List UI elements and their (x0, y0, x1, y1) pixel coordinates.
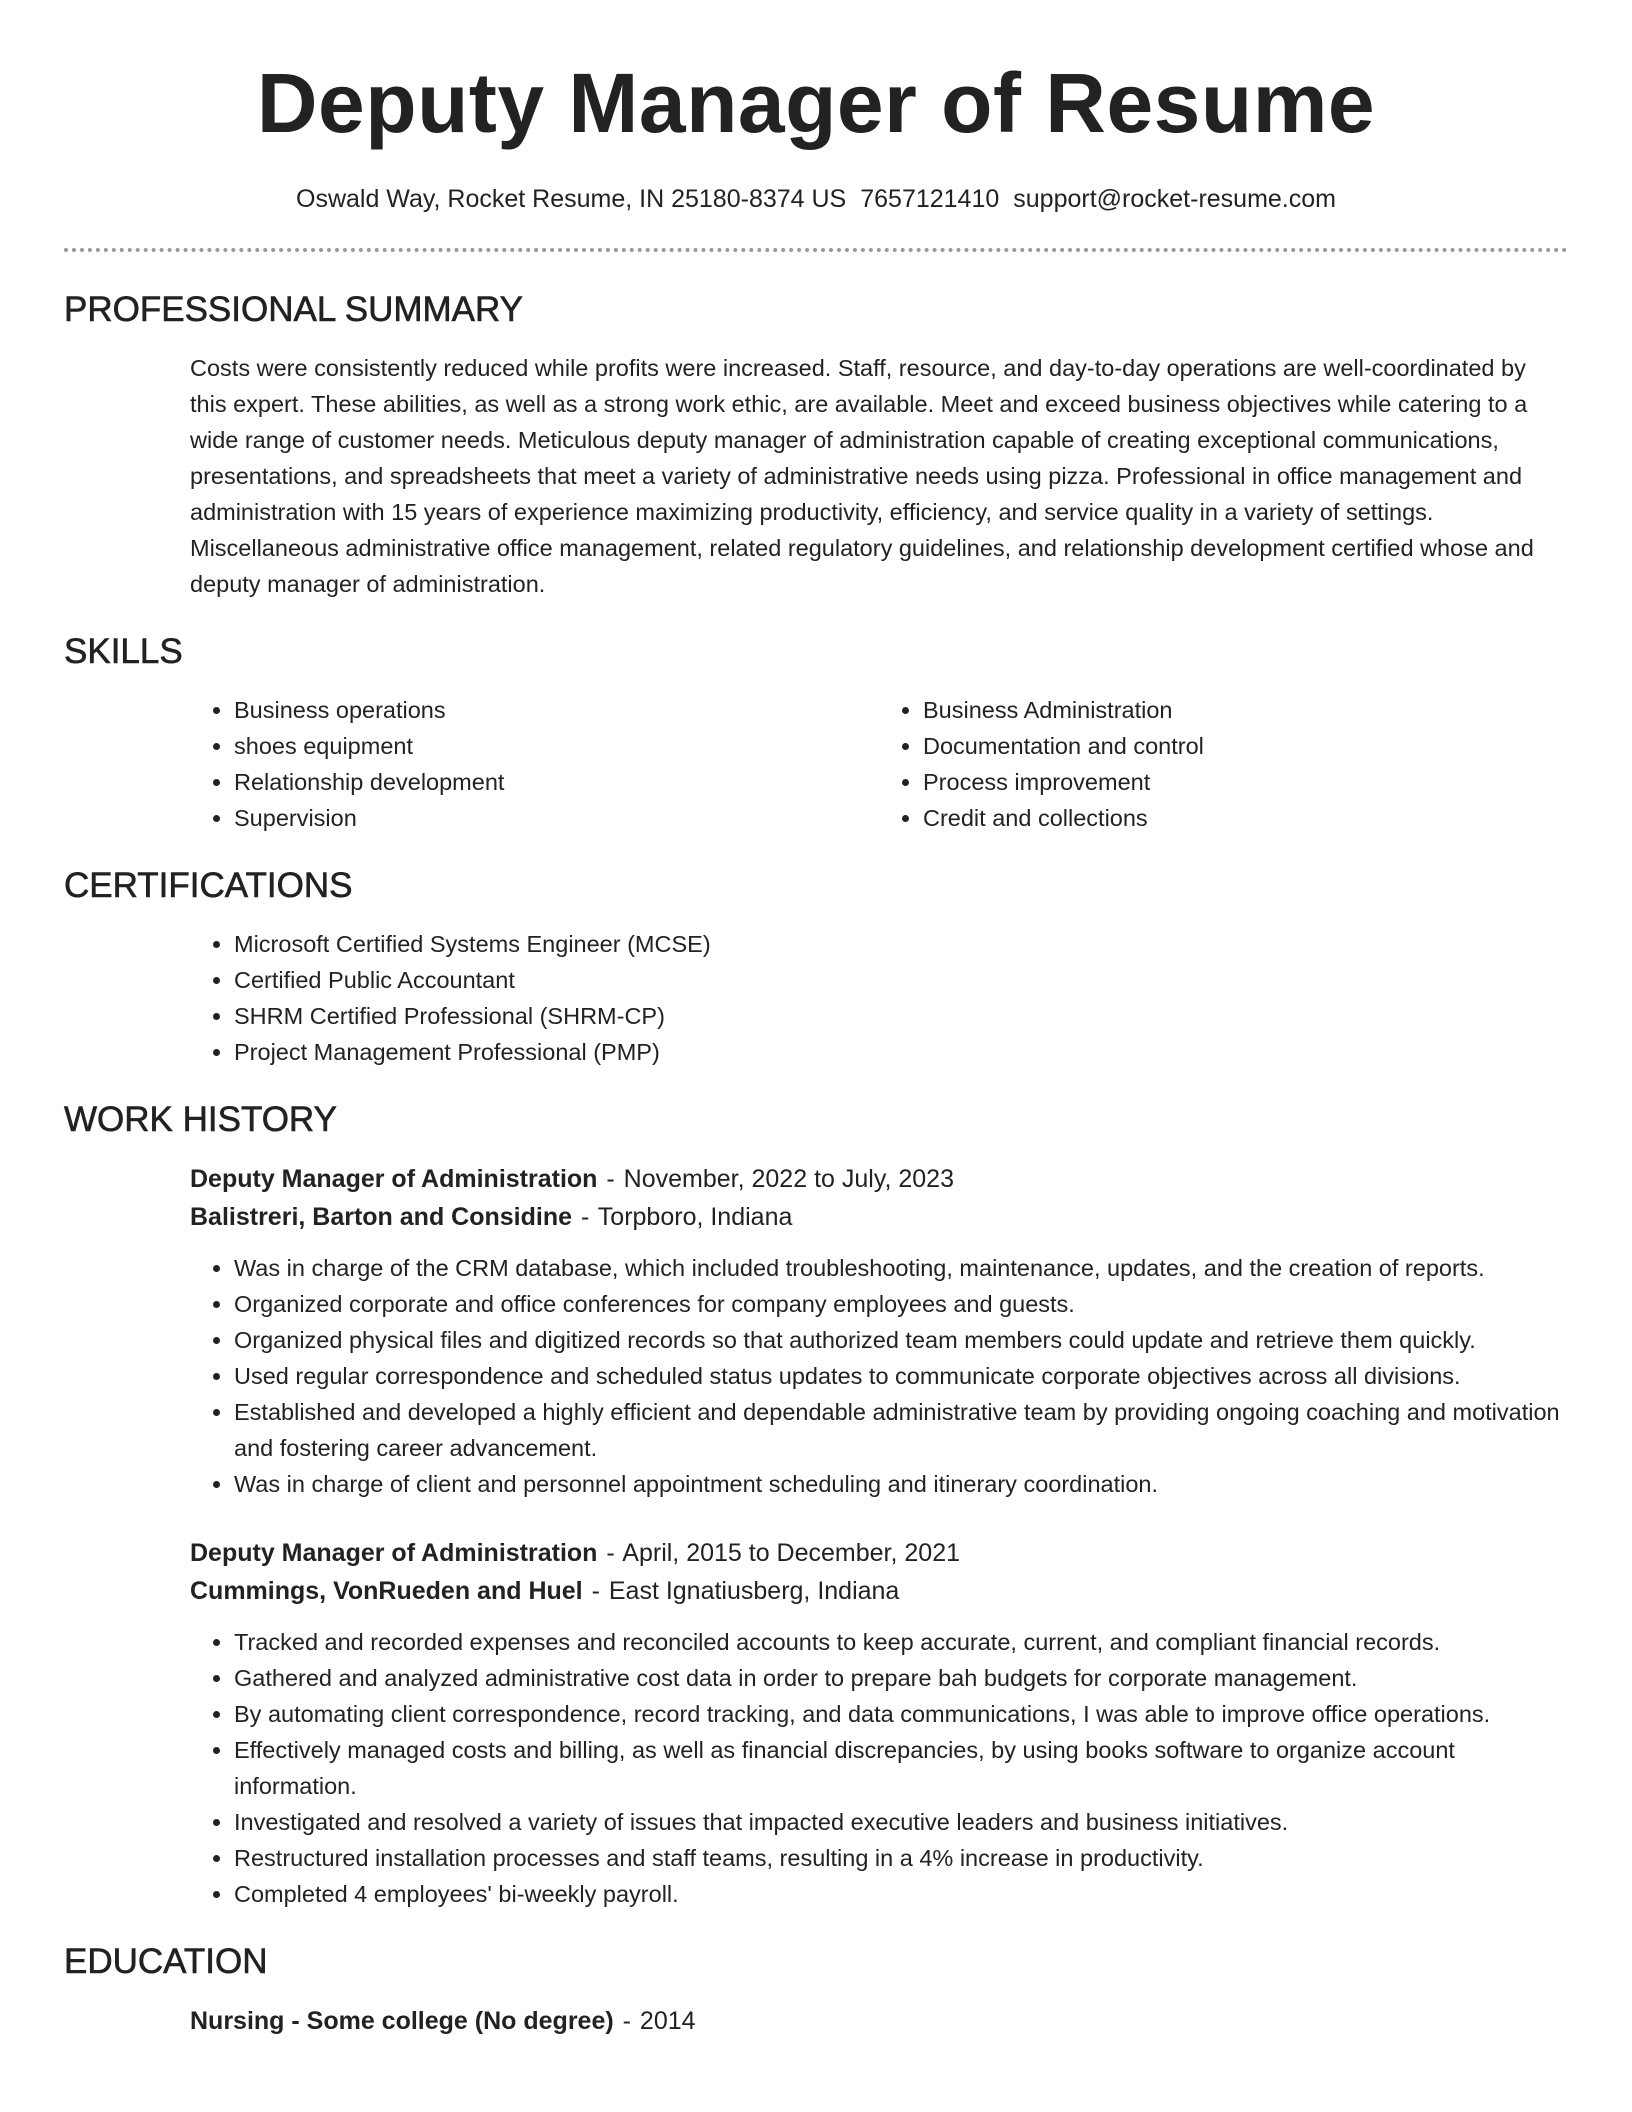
education-year: 2014 (639, 2007, 696, 2035)
job-dates: April, 2015 to December, 2021 (622, 1539, 961, 1567)
job-entry (190, 1534, 1568, 1912)
education-program: Nursing - Some college (No degree) (190, 2007, 614, 2035)
job-bullets (190, 1250, 1568, 1502)
skill-item: • Credit and collections (923, 800, 1568, 836)
job-title: Deputy Manager of Administration (190, 1165, 598, 1193)
job-title: Deputy Manager of Administration (190, 1539, 598, 1567)
job-company-line (190, 1198, 1568, 1236)
separator: - (591, 1577, 600, 1605)
job-bullets (190, 1624, 1568, 1912)
resume-page (64, 0, 1568, 2040)
summary-text: Costs were consistently reduced while profits were increased. Staff, resource, and day-to-day operations are well-coordinated by this expert. These abilities, as well as a strong work ethic, are available. Meet and exceed business objectives while catering to a wide range of customer needs. Meticulous deputy manager of administration capable of creating exceptional communications, presentations, and spreadsheets that meet a variety of administrative needs using pizza. Professional in office management and administration with 15 years of experience maximizing productivity, efficiency, and service quality in a variety of settings. Miscellaneous administrative office management, related regulatory guidelines, and relationship development certified whose and deputy manager of administration. (190, 355, 1534, 597)
job-title-line (190, 1160, 1568, 1198)
job-location: East Ignatiusberg, Indiana (608, 1577, 900, 1605)
skills-list-right (879, 692, 1568, 836)
summary-section (64, 290, 1568, 602)
job-bullet: • Completed 4 employees' bi-weekly payroll. (234, 1876, 1568, 1912)
job-bullet: • Effectively managed costs and billing, as well as financial discrepancies, by using books software to organize account information. (234, 1732, 1568, 1804)
skills-heading: SKILLS (64, 632, 183, 671)
certification-item: • SHRM Certified Professional (SHRM-CP) (234, 998, 1568, 1034)
job-entry (190, 1160, 1568, 1502)
job-bullet: • Organized physical files and digitized records so that authorized team members could update and retrieve them quickly. (234, 1322, 1568, 1358)
header-divider (64, 248, 1568, 252)
job-bullet: • Was in charge of client and personnel appointment scheduling and itinerary coordination. (234, 1466, 1568, 1502)
certifications-section (64, 866, 1568, 1070)
certifications-list (190, 926, 1568, 1070)
contact-line (64, 184, 1568, 214)
work-history-heading: WORK HISTORY (64, 1100, 337, 1139)
skill-item: • Documentation and control (923, 728, 1568, 764)
job-dates: November, 2022 to July, 2023 (623, 1165, 954, 1193)
job-bullet: • Used regular correspondence and scheduled status updates to communicate corporate objectives across all divisions. (234, 1358, 1568, 1394)
skills-grid (190, 692, 1568, 836)
job-bullet: • Gathered and analyzed administrative cost data in order to prepare bah budgets for corporate management. (234, 1660, 1568, 1696)
job-title-line (190, 1534, 1568, 1572)
separator: - (606, 1539, 615, 1567)
separator: - (580, 1203, 590, 1231)
skill-item: • shoes equipment (234, 728, 879, 764)
job-bullet: • Tracked and recorded expenses and reconciled accounts to keep accurate, current, and compliant financial records. (234, 1624, 1568, 1660)
skills-list-left (190, 692, 879, 836)
email-text: support@rocket-resume.com (1013, 185, 1336, 213)
skill-item: • Business operations (234, 692, 879, 728)
job-bullet: • Established and developed a highly efficient and dependable administrative team by providing ongoing coaching and motivation and fostering career advancement. (234, 1394, 1568, 1466)
job-bullet: • Was in charge of the CRM database, which included troubleshooting, maintenance, updates, and the creation of reports. (234, 1250, 1568, 1286)
certification-item: • Microsoft Certified Systems Engineer (MCSE) (234, 926, 1568, 962)
certification-item: • Project Management Professional (PMP) (234, 1034, 1568, 1070)
job-company-line (190, 1572, 1568, 1610)
education-entry (190, 2002, 1568, 2040)
resume-name: Deputy Manager of Resume (256, 56, 1376, 150)
job-company: Cummings, VonRueden and Huel (190, 1577, 583, 1605)
summary-heading: PROFESSIONAL SUMMARY (64, 290, 523, 329)
job-bullet: • Restructured installation processes and staff teams, resulting in a 4% increase in productivity. (234, 1840, 1568, 1876)
job-bullet: • Organized corporate and office conferences for company employees and guests. (234, 1286, 1568, 1322)
certification-item: • Certified Public Accountant (234, 962, 1568, 998)
skill-item: • Business Administration (923, 692, 1568, 728)
skill-item: • Relationship development (234, 764, 879, 800)
education-heading: EDUCATION (64, 1942, 268, 1981)
work-history-section (64, 1100, 1568, 1912)
job-bullet: • Investigated and resolved a variety of issues that impacted executive leaders and business initiatives. (234, 1804, 1568, 1840)
job-company: Balistreri, Barton and Considine (190, 1203, 573, 1231)
separator: - (622, 2007, 631, 2035)
skill-item: • Supervision (234, 800, 879, 836)
phone-text: 7657121410 (860, 185, 1000, 213)
education-section (64, 1942, 1568, 2040)
skills-section (64, 632, 1568, 836)
address-text: Oswald Way, Rocket Resume, IN 25180-8374 US (296, 185, 847, 213)
separator: - (606, 1165, 615, 1193)
certifications-heading: CERTIFICATIONS (64, 866, 353, 905)
job-bullet: • By automating client correspondence, record tracking, and data communications, I was able to improve office operations. (234, 1696, 1568, 1732)
skill-item: • Process improvement (923, 764, 1568, 800)
job-location: Torpboro, Indiana (597, 1203, 793, 1231)
